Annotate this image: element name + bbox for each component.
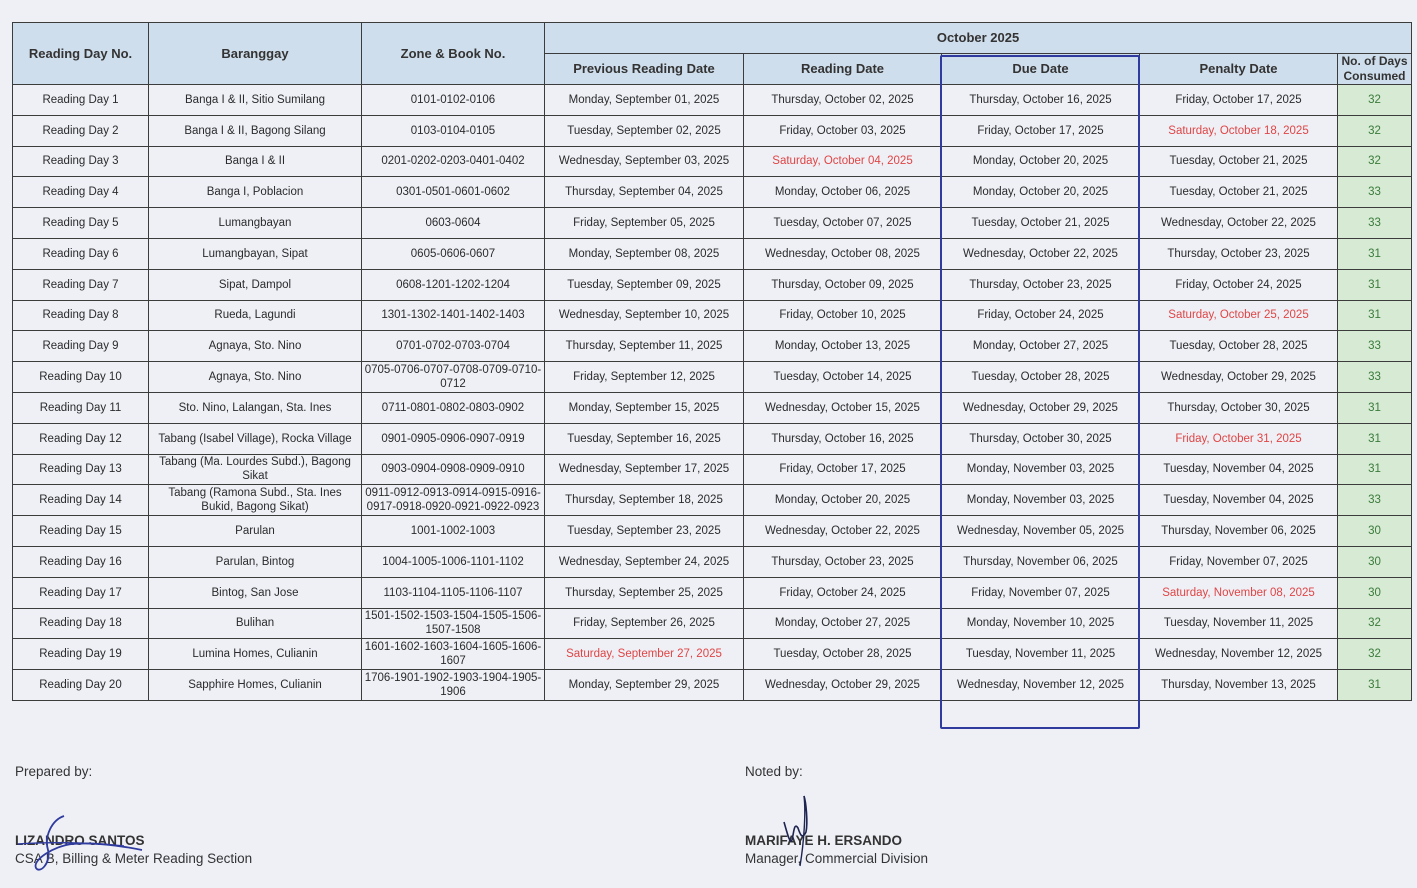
barangay-cell: Tabang (Isabel Village), Rocka Village	[149, 423, 362, 454]
days-consumed-cell: 31	[1338, 392, 1412, 423]
due-date-cell: Monday, October 27, 2025	[942, 331, 1140, 362]
reading-day-cell: Reading Day 3	[13, 146, 149, 177]
previous-reading-date-cell: Monday, September 01, 2025	[545, 85, 744, 116]
reading-day-cell: Reading Day 18	[13, 608, 149, 639]
due-date-cell: Thursday, October 16, 2025	[942, 85, 1140, 116]
header-due-date: Due Date	[942, 54, 1140, 85]
reading-date-cell: Tuesday, October 07, 2025	[744, 208, 942, 239]
days-consumed-cell: 31	[1338, 269, 1412, 300]
zone-book-cell: 1301-1302-1401-1402-1403	[362, 300, 545, 331]
days-consumed-cell: 31	[1338, 238, 1412, 269]
table-row	[13, 269, 1412, 300]
zone-book-cell: 0901-0905-0906-0907-0919	[362, 423, 545, 454]
barangay-cell: Lumangbayan	[149, 208, 362, 239]
due-date-cell: Wednesday, October 29, 2025	[942, 392, 1140, 423]
zone-book-cell: 1601-1602-1603-1604-1605-1606-1607	[362, 639, 545, 670]
penalty-date-cell: Tuesday, October 28, 2025	[1140, 331, 1338, 362]
header-month: October 2025	[545, 23, 1412, 54]
noted-by-title: Manager, Commercial Division	[745, 851, 929, 866]
reading-schedule	[12, 22, 1412, 701]
reading-day-cell: Reading Day 17	[13, 577, 149, 608]
reading-date-cell: Monday, October 13, 2025	[744, 331, 942, 362]
days-consumed-cell: 31	[1338, 670, 1412, 701]
reading-date-cell: Friday, October 03, 2025	[744, 115, 942, 146]
zone-book-cell: 1706-1901-1902-1903-1904-1905-1906	[362, 670, 545, 701]
due-date-cell: Tuesday, October 28, 2025	[942, 362, 1140, 393]
penalty-date-cell: Tuesday, October 21, 2025	[1140, 146, 1338, 177]
reading-date-cell: Saturday, October 04, 2025	[744, 146, 942, 177]
barangay-cell: Agnaya, Sto. Nino	[149, 331, 362, 362]
table-row	[13, 546, 1412, 577]
barangay-cell: Bulihan	[149, 608, 362, 639]
reading-date-cell: Thursday, October 02, 2025	[744, 85, 942, 116]
prepared-by-name: LIZANDRO SANTOS	[15, 833, 145, 848]
noted-by-block	[745, 833, 928, 866]
zone-book-cell: 0903-0904-0908-0909-0910	[362, 454, 545, 485]
previous-reading-date-cell: Friday, September 26, 2025	[545, 608, 744, 639]
zone-book-cell: 0911-0912-0913-0914-0915-0916-0917-0918-0920-0921-0922-0923	[362, 485, 545, 516]
noted-by-label: Noted by:	[745, 764, 803, 779]
table-row	[13, 238, 1412, 269]
barangay-cell: Banga I & II, Sitio Sumilang	[149, 85, 362, 116]
previous-reading-date-cell: Wednesday, September 17, 2025	[545, 454, 744, 485]
reading-date-cell: Tuesday, October 28, 2025	[744, 639, 942, 670]
due-date-cell: Friday, October 17, 2025	[942, 115, 1140, 146]
previous-reading-date-cell: Wednesday, September 10, 2025	[545, 300, 744, 331]
due-date-cell: Monday, November 03, 2025	[942, 485, 1140, 516]
zone-book-cell: 0603-0604	[362, 208, 545, 239]
reading-day-cell: Reading Day 15	[13, 516, 149, 547]
zone-book-cell: 0101-0102-0106	[362, 85, 545, 116]
days-consumed-cell: 32	[1338, 85, 1412, 116]
table-row	[13, 423, 1412, 454]
reading-date-cell: Thursday, October 16, 2025	[744, 423, 942, 454]
penalty-date-cell: Wednesday, November 12, 2025	[1140, 639, 1338, 670]
table-row	[13, 85, 1412, 116]
table-row	[13, 300, 1412, 331]
previous-reading-date-cell: Wednesday, September 24, 2025	[545, 546, 744, 577]
reading-day-cell: Reading Day 20	[13, 670, 149, 701]
zone-book-cell: 0201-0202-0203-0401-0402	[362, 146, 545, 177]
previous-reading-date-cell: Tuesday, September 23, 2025	[545, 516, 744, 547]
zone-book-cell: 1103-1104-1105-1106-1107	[362, 577, 545, 608]
previous-reading-date-cell: Friday, September 05, 2025	[545, 208, 744, 239]
previous-reading-date-cell: Thursday, September 04, 2025	[545, 177, 744, 208]
barangay-cell: Sipat, Dampol	[149, 269, 362, 300]
table-row	[13, 516, 1412, 547]
previous-reading-date-cell: Monday, September 15, 2025	[545, 392, 744, 423]
header-penalty-date: Penalty Date	[1140, 54, 1338, 85]
header-barangay: Baranggay	[149, 23, 362, 85]
reading-day-cell: Reading Day 14	[13, 485, 149, 516]
penalty-date-cell: Friday, October 24, 2025	[1140, 269, 1338, 300]
penalty-date-cell: Friday, October 31, 2025	[1140, 423, 1338, 454]
penalty-date-cell: Tuesday, November 11, 2025	[1140, 608, 1338, 639]
days-consumed-cell: 32	[1338, 639, 1412, 670]
days-consumed-cell: 33	[1338, 331, 1412, 362]
previous-reading-date-cell: Tuesday, September 09, 2025	[545, 269, 744, 300]
days-consumed-cell: 33	[1338, 485, 1412, 516]
barangay-cell: Sapphire Homes, Culianin	[149, 670, 362, 701]
header-days-consumed: No. of Days Consumed	[1338, 54, 1412, 85]
reading-date-cell: Friday, October 10, 2025	[744, 300, 942, 331]
days-consumed-cell: 30	[1338, 516, 1412, 547]
reading-day-cell: Reading Day 10	[13, 362, 149, 393]
penalty-date-cell: Wednesday, October 29, 2025	[1140, 362, 1338, 393]
table-row	[13, 485, 1412, 516]
reading-date-cell: Monday, October 06, 2025	[744, 177, 942, 208]
reading-day-cell: Reading Day 13	[13, 454, 149, 485]
due-date-cell: Monday, October 20, 2025	[942, 146, 1140, 177]
barangay-cell: Rueda, Lagundi	[149, 300, 362, 331]
zone-book-cell: 0705-0706-0707-0708-0709-0710-0712	[362, 362, 545, 393]
table-row	[13, 670, 1412, 701]
penalty-date-cell: Thursday, November 06, 2025	[1140, 516, 1338, 547]
days-consumed-cell: 30	[1338, 546, 1412, 577]
previous-reading-date-cell: Tuesday, September 16, 2025	[545, 423, 744, 454]
reading-day-cell: Reading Day 19	[13, 639, 149, 670]
due-date-cell: Friday, November 07, 2025	[942, 577, 1140, 608]
zone-book-cell: 1001-1002-1003	[362, 516, 545, 547]
barangay-cell: Sto. Nino, Lalangan, Sta. Ines	[149, 392, 362, 423]
prepared-by-title: CSA B, Billing & Meter Reading Section	[15, 851, 253, 866]
barangay-cell: Parulan	[149, 516, 362, 547]
penalty-date-cell: Saturday, November 08, 2025	[1140, 577, 1338, 608]
reading-date-cell: Wednesday, October 15, 2025	[744, 392, 942, 423]
reading-date-cell: Thursday, October 23, 2025	[744, 546, 942, 577]
due-date-cell: Monday, October 20, 2025	[942, 177, 1140, 208]
table-row	[13, 608, 1412, 639]
barangay-cell: Tabang (Ma. Lourdes Subd.), Bagong Sikat	[149, 454, 362, 485]
penalty-date-cell: Friday, November 07, 2025	[1140, 546, 1338, 577]
reading-day-cell: Reading Day 16	[13, 546, 149, 577]
table-row	[13, 392, 1412, 423]
due-date-cell: Wednesday, October 22, 2025	[942, 238, 1140, 269]
due-date-cell: Monday, November 10, 2025	[942, 608, 1140, 639]
reading-day-cell: Reading Day 1	[13, 85, 149, 116]
reading-day-cell: Reading Day 11	[13, 392, 149, 423]
zone-book-cell: 1501-1502-1503-1504-1505-1506-1507-1508	[362, 608, 545, 639]
due-date-cell: Thursday, October 23, 2025	[942, 269, 1140, 300]
noted-by-name: MARIFAYE H. ERSANDO	[745, 833, 903, 848]
reading-day-cell: Reading Day 6	[13, 238, 149, 269]
header-reading-date: Reading Date	[744, 54, 942, 85]
header-previous-reading-date: Previous Reading Date	[545, 54, 744, 85]
penalty-date-cell: Tuesday, October 21, 2025	[1140, 177, 1338, 208]
reading-date-cell: Tuesday, October 14, 2025	[744, 362, 942, 393]
table-row	[13, 146, 1412, 177]
reading-day-cell: Reading Day 8	[13, 300, 149, 331]
previous-reading-date-cell: Saturday, September 27, 2025	[545, 639, 744, 670]
reading-date-cell: Monday, October 27, 2025	[744, 608, 942, 639]
reading-day-cell: Reading Day 12	[13, 423, 149, 454]
penalty-date-cell: Wednesday, October 22, 2025	[1140, 208, 1338, 239]
table-row	[13, 362, 1412, 393]
table-row	[13, 577, 1412, 608]
barangay-cell: Parulan, Bintog	[149, 546, 362, 577]
reading-day-cell: Reading Day 5	[13, 208, 149, 239]
previous-reading-date-cell: Thursday, September 18, 2025	[545, 485, 744, 516]
header-zone-book: Zone & Book No.	[362, 23, 545, 85]
penalty-date-cell: Friday, October 17, 2025	[1140, 85, 1338, 116]
zone-book-cell: 0701-0702-0703-0704	[362, 331, 545, 362]
header-reading-day-no: Reading Day No.	[13, 23, 149, 85]
reading-day-cell: Reading Day 2	[13, 115, 149, 146]
previous-reading-date-cell: Monday, September 29, 2025	[545, 670, 744, 701]
barangay-cell: Tabang (Ramona Subd., Sta. Ines Bukid, Bagong Sikat)	[149, 485, 362, 516]
reading-date-cell: Monday, October 20, 2025	[744, 485, 942, 516]
reading-date-cell: Friday, October 24, 2025	[744, 577, 942, 608]
previous-reading-date-cell: Wednesday, September 03, 2025	[545, 146, 744, 177]
prepared-by-block	[15, 833, 252, 866]
barangay-cell: Lumangbayan, Sipat	[149, 238, 362, 269]
zone-book-cell: 0103-0104-0105	[362, 115, 545, 146]
penalty-date-cell: Saturday, October 25, 2025	[1140, 300, 1338, 331]
barangay-cell: Agnaya, Sto. Nino	[149, 362, 362, 393]
penalty-date-cell: Thursday, October 23, 2025	[1140, 238, 1338, 269]
previous-reading-date-cell: Thursday, September 25, 2025	[545, 577, 744, 608]
zone-book-cell: 0605-0606-0607	[362, 238, 545, 269]
days-consumed-cell: 31	[1338, 423, 1412, 454]
reading-date-cell: Wednesday, October 29, 2025	[744, 670, 942, 701]
reading-date-cell: Wednesday, October 22, 2025	[744, 516, 942, 547]
reading-date-cell: Friday, October 17, 2025	[744, 454, 942, 485]
due-date-cell: Friday, October 24, 2025	[942, 300, 1140, 331]
zone-book-cell: 0301-0501-0601-0602	[362, 177, 545, 208]
prepared-by-label: Prepared by:	[15, 764, 93, 779]
barangay-cell: Banga I & II	[149, 146, 362, 177]
penalty-date-cell: Tuesday, November 04, 2025	[1140, 454, 1338, 485]
previous-reading-date-cell: Thursday, September 11, 2025	[545, 331, 744, 362]
days-consumed-cell: 33	[1338, 177, 1412, 208]
days-consumed-cell: 31	[1338, 300, 1412, 331]
days-consumed-cell: 32	[1338, 608, 1412, 639]
due-date-cell: Wednesday, November 05, 2025	[942, 516, 1140, 547]
reading-day-cell: Reading Day 7	[13, 269, 149, 300]
penalty-date-cell: Thursday, October 30, 2025	[1140, 392, 1338, 423]
barangay-cell: Banga I, Poblacion	[149, 177, 362, 208]
due-date-cell: Monday, November 03, 2025	[942, 454, 1140, 485]
penalty-date-cell: Saturday, October 18, 2025	[1140, 115, 1338, 146]
previous-reading-date-cell: Monday, September 08, 2025	[545, 238, 744, 269]
table-row	[13, 208, 1412, 239]
due-date-cell: Tuesday, November 11, 2025	[942, 639, 1140, 670]
barangay-cell: Banga I & II, Bagong Silang	[149, 115, 362, 146]
table-row	[13, 331, 1412, 362]
days-consumed-cell: 33	[1338, 208, 1412, 239]
days-consumed-cell: 30	[1338, 577, 1412, 608]
table-row	[13, 115, 1412, 146]
days-consumed-cell: 32	[1338, 115, 1412, 146]
days-consumed-cell: 33	[1338, 362, 1412, 393]
zone-book-cell: 0608-1201-1202-1204	[362, 269, 545, 300]
zone-book-cell: 0711-0801-0802-0803-0902	[362, 392, 545, 423]
due-date-cell: Tuesday, October 21, 2025	[942, 208, 1140, 239]
zone-book-cell: 1004-1005-1006-1101-1102	[362, 546, 545, 577]
due-date-cell: Thursday, November 06, 2025	[942, 546, 1140, 577]
due-date-cell: Wednesday, November 12, 2025	[942, 670, 1140, 701]
reading-schedule-table	[12, 22, 1412, 701]
days-consumed-cell: 31	[1338, 454, 1412, 485]
table-row	[13, 639, 1412, 670]
reading-day-cell: Reading Day 9	[13, 331, 149, 362]
table-row	[13, 177, 1412, 208]
penalty-date-cell: Tuesday, November 04, 2025	[1140, 485, 1338, 516]
reading-date-cell: Thursday, October 09, 2025	[744, 269, 942, 300]
barangay-cell: Lumina Homes, Culianin	[149, 639, 362, 670]
previous-reading-date-cell: Tuesday, September 02, 2025	[545, 115, 744, 146]
previous-reading-date-cell: Friday, September 12, 2025	[545, 362, 744, 393]
reading-day-cell: Reading Day 4	[13, 177, 149, 208]
penalty-date-cell: Thursday, November 13, 2025	[1140, 670, 1338, 701]
due-date-cell: Thursday, October 30, 2025	[942, 423, 1140, 454]
reading-date-cell: Wednesday, October 08, 2025	[744, 238, 942, 269]
days-consumed-cell: 32	[1338, 146, 1412, 177]
table-row	[13, 454, 1412, 485]
barangay-cell: Bintog, San Jose	[149, 577, 362, 608]
